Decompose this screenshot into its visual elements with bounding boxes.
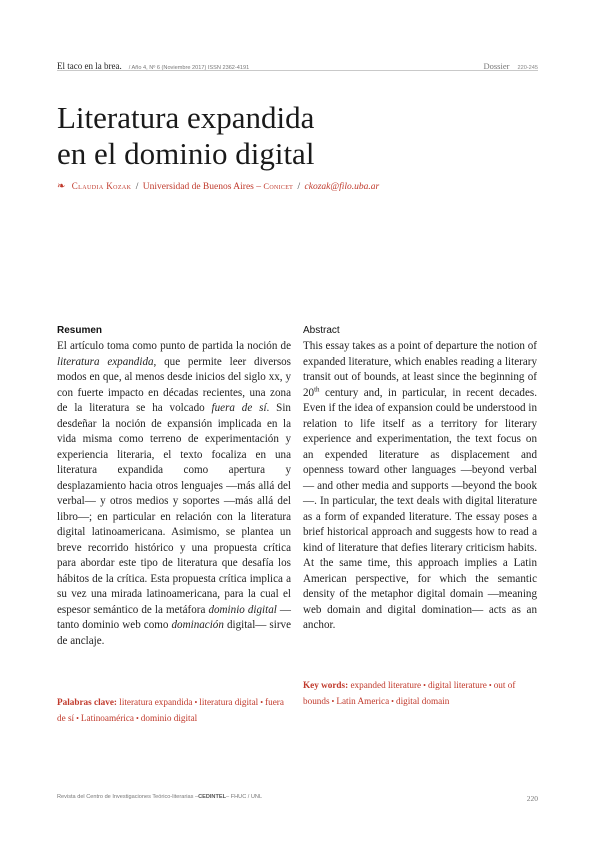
keywords-es bbox=[57, 695, 291, 726]
bullet-separator: • bbox=[391, 696, 394, 706]
bullet-separator: • bbox=[194, 698, 198, 707]
page-number: 220 bbox=[526, 794, 538, 803]
bullet-separator: • bbox=[135, 713, 139, 723]
resumen-text: El artículo toma como punto de partida la noción de literatura expandida, que permite leer diversos modos en que, al menos desde inicios del siglo xx, y con fuerte impacto en décadas recientes, una zona de la literatura se ha volcado fuera de sí. Sin desdeñar la noción de expansión implicada en la vida misma como terreno de experimentación y experiencia literaria, el texto focaliza en una literatura expandida como apertura y desplazamiento hacia otros lenguajes —más allá del verbal— y otros medios y soportes —más allá del libro—; en particular en relación con la literatura digital latinoamericana. Asimismo, se plantea un breve recorrido histórico y una propuesta crítica para abordar este tipo de literatura que desafía los hábitos de la crítica. Esta propuesta crítica implica a su vez una mirada latinoamericana, para la cual el espesor semántico de la metáfora dominio digital —tanto dominio web como dominación digital— sirve de anclaje. bbox=[57, 340, 292, 647]
keyword-item: digital domain bbox=[395, 695, 450, 706]
header-divider bbox=[57, 70, 538, 71]
author-email-link[interactable]: ckozak@filo.uba.ar bbox=[304, 182, 380, 192]
author-affiliation: Universidad de Buenos Aires – bbox=[142, 182, 261, 192]
keyword-item: Latin America bbox=[336, 695, 390, 706]
running-header bbox=[57, 56, 538, 70]
journal-name: El taco en la brea. bbox=[57, 61, 122, 71]
article-title bbox=[57, 100, 477, 172]
keyword-item: fuera de sí bbox=[57, 697, 284, 723]
bullet-separator: • bbox=[423, 681, 426, 690]
bullet-separator: • bbox=[260, 698, 264, 707]
section-label: Dossier bbox=[483, 61, 510, 71]
keywords-en-label: Key words: bbox=[303, 680, 349, 690]
byline-separator: / bbox=[297, 182, 301, 192]
header-right bbox=[483, 56, 538, 74]
header-left bbox=[57, 56, 249, 74]
footer-journal-info: Revista del Centro de Investigaciones Teórico-literarias –CEDINTEL– FHUC / UNL bbox=[57, 794, 263, 800]
bullet-separator: • bbox=[331, 696, 335, 706]
keyword-item: digital literature bbox=[427, 680, 487, 690]
bullet-separator: • bbox=[76, 713, 79, 723]
title-line-1: Literatura expandida bbox=[57, 100, 315, 135]
abstract-text: This essay takes as a point of departure the notion of expanded literature, which enables reading a literary transit out of bounds, at least since the beginning of 20th century and, in particular, in recent decades. Even if the idea of expansion could be understood in relation to life itself as a territory for literary experience and experimentation, the text focus on an expended literature as displacement and openness toward other languages —beyond verbal— and other media and supports —beyond the book—. In particular, the text deals with digital literature as a form of expanded literature. The essay poses a brief historical approach and suggests how to read a kind of literature that defies literary criticism habits. At the same time, this approach implies a Latin American perspective, for which the semantic density of the metaphor digital domain —meaning web domain and digital domination— acts as an anchor. bbox=[303, 340, 537, 631]
bullet-separator: • bbox=[488, 681, 492, 690]
resumen-section bbox=[57, 324, 291, 649]
resumen-heading: Resumen bbox=[57, 325, 103, 336]
journal-issue-info: / Año 4, Nº 6 (Noviembre 2017) ISSN 2362-4191 bbox=[128, 65, 250, 71]
title-line-2: en el dominio digital bbox=[57, 136, 315, 171]
keywords-en bbox=[303, 678, 537, 709]
keywords-es-label: Palabras clave: bbox=[57, 697, 117, 707]
byline-separator: / bbox=[135, 182, 139, 192]
page-range: 220-245 bbox=[517, 65, 538, 71]
keyword-item: dominio digital bbox=[140, 712, 198, 723]
byline bbox=[57, 181, 379, 192]
page-footer bbox=[57, 794, 538, 804]
keyword-item: literatura digital bbox=[199, 697, 259, 707]
author-organization: Conicet bbox=[263, 181, 294, 191]
fleuron-icon: ❧ bbox=[57, 181, 66, 192]
keyword-item: Latinoamérica bbox=[80, 712, 134, 723]
author-name: Claudia Kozak bbox=[71, 181, 132, 191]
keyword-item: expanded literature bbox=[350, 680, 422, 690]
abstract-section bbox=[303, 324, 537, 634]
keyword-item: out of bounds bbox=[303, 680, 516, 706]
keyword-item: literatura expandida bbox=[119, 697, 193, 707]
abstract-heading: Abstract bbox=[303, 325, 340, 336]
